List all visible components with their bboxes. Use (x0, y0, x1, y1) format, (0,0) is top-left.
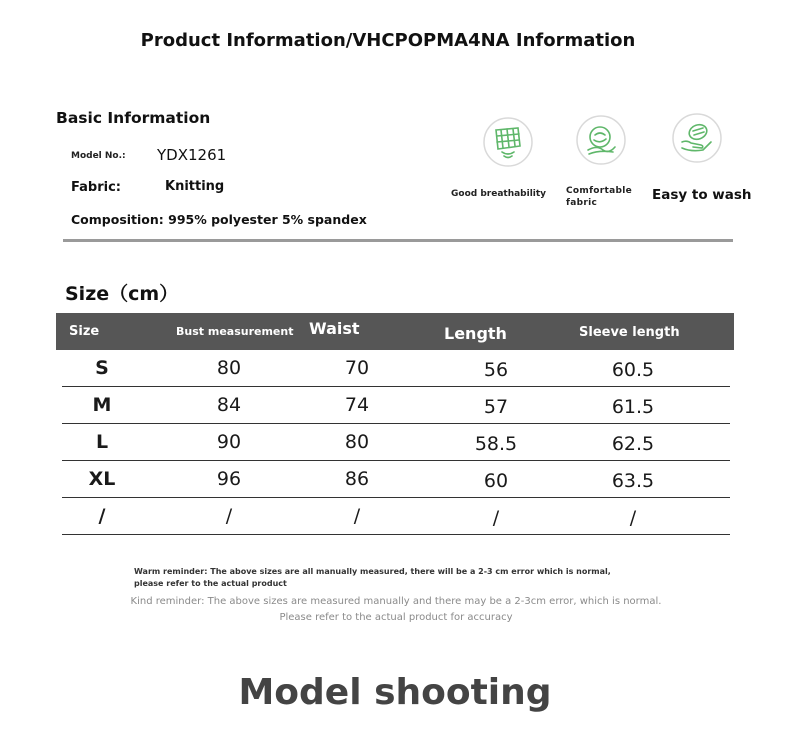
cell-length: / (492, 507, 500, 529)
table-row (62, 461, 730, 498)
fabric-value: Knitting (165, 179, 225, 194)
kind-reminder (100, 594, 692, 626)
header-length: Length (444, 324, 507, 343)
table-row (62, 387, 730, 424)
header-bust: Bust measurement (176, 325, 294, 338)
cell-sleeve: 60.5 (611, 359, 655, 381)
warm-reminder-line: please refer to the actual product (134, 579, 287, 588)
model-number-label: Model No.: (71, 151, 126, 161)
cell-waist: 86 (344, 468, 370, 490)
table-row (62, 498, 730, 535)
cell-size: XL (88, 468, 116, 490)
feature-label-wash: Easy to wash (652, 187, 752, 203)
breathability-icon (482, 116, 534, 168)
header-size: Size (69, 324, 100, 339)
size-table-body (62, 350, 730, 535)
model-shooting-heading: Model shooting (238, 672, 552, 713)
cell-length: 60 (483, 470, 509, 492)
cell-waist: / (353, 505, 361, 527)
size-heading: Size（cm） (65, 283, 179, 305)
cell-length: 58.5 (474, 433, 518, 455)
section-divider (63, 239, 733, 242)
composition-text: Composition: 995% polyester 5% spandex (71, 212, 367, 227)
cell-size: S (95, 357, 109, 379)
comfortable-fabric-icon (575, 114, 627, 166)
cell-sleeve: 62.5 (611, 433, 655, 455)
size-table-header (56, 313, 734, 350)
page-title: Product Information/VHCPOPMA4NA Information (140, 30, 636, 51)
cell-sleeve: 63.5 (611, 470, 655, 492)
kind-reminder-line: Please refer to the actual product for accuracy (279, 612, 513, 623)
feature-label-breathability: Good breathability (451, 189, 547, 199)
cell-size: L (95, 431, 109, 453)
warm-reminder (134, 566, 654, 590)
cell-bust: / (225, 505, 233, 527)
fabric-label: Fabric: (71, 180, 121, 195)
cell-length: 56 (483, 359, 509, 381)
basic-info-heading: Basic Information (56, 109, 211, 127)
header-sleeve: Sleeve length (579, 325, 680, 340)
header-waist: Waist (309, 319, 360, 338)
cell-bust: 80 (216, 357, 242, 379)
cell-waist: 74 (344, 394, 370, 416)
cell-bust: 84 (216, 394, 242, 416)
model-number-value: YDX1261 (157, 146, 227, 164)
cell-length: 57 (483, 396, 509, 418)
cell-bust: 96 (216, 468, 242, 490)
cell-size: M (92, 394, 112, 416)
table-row (62, 350, 730, 387)
easy-wash-icon (671, 112, 723, 164)
cell-size: / (98, 505, 106, 527)
cell-sleeve: / (629, 507, 637, 529)
warm-reminder-line: Warm reminder: The above sizes are all manually measured, there will be a 2-3 cm error which is normal, (134, 567, 611, 576)
cell-bust: 90 (216, 431, 242, 453)
table-row (62, 424, 730, 461)
feature-label-comfortable: Comfortable fabric (566, 186, 633, 208)
cell-waist: 70 (344, 357, 370, 379)
cell-waist: 80 (344, 431, 370, 453)
kind-reminder-line: Kind reminder: The above sizes are measured manually and there may be a 2-3cm error, which is normal. (130, 596, 662, 607)
cell-sleeve: 61.5 (611, 396, 655, 418)
